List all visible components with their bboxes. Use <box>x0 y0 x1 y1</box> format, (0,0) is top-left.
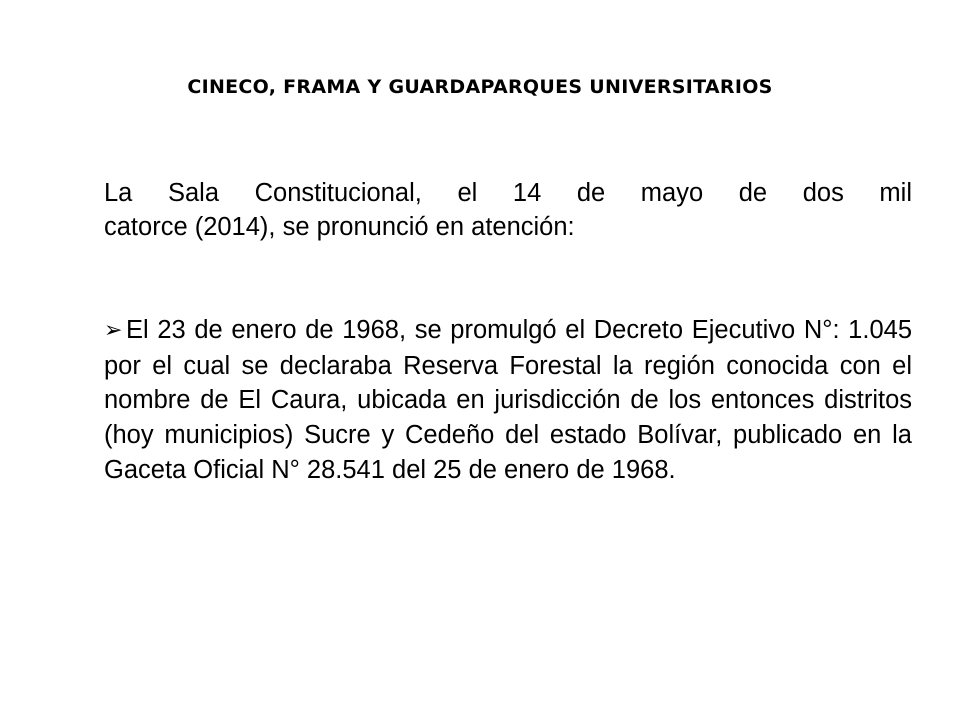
slide-title: CINECO, FRAMA Y GUARDAPARQUES UNIVERSITARIOS <box>187 76 773 98</box>
intro-line-2: catorce (2014), se pronunció en atención: <box>104 213 575 241</box>
bullet-text: El 23 de enero de 1968, se promulgó el Decreto Ejecutivo N°: 1.045 por el cual se declaraba Reserva Forestal la región conocida con el nombre de El Caura, ubicada en jurisdicción de los entonces distritos (hoy municipios) Sucre y Cedeño del estado Bolívar, publicado en la Gaceta Oficial N° 28.541 del 25 de enero de 1968. <box>104 316 912 484</box>
intro-line-1: La Sala Constitucional, el 14 de mayo de dos mil <box>104 179 912 207</box>
intro-paragraph <box>104 176 912 244</box>
arrowhead-bullet-icon: ➢ <box>104 318 123 343</box>
bullet-paragraph <box>104 313 912 488</box>
